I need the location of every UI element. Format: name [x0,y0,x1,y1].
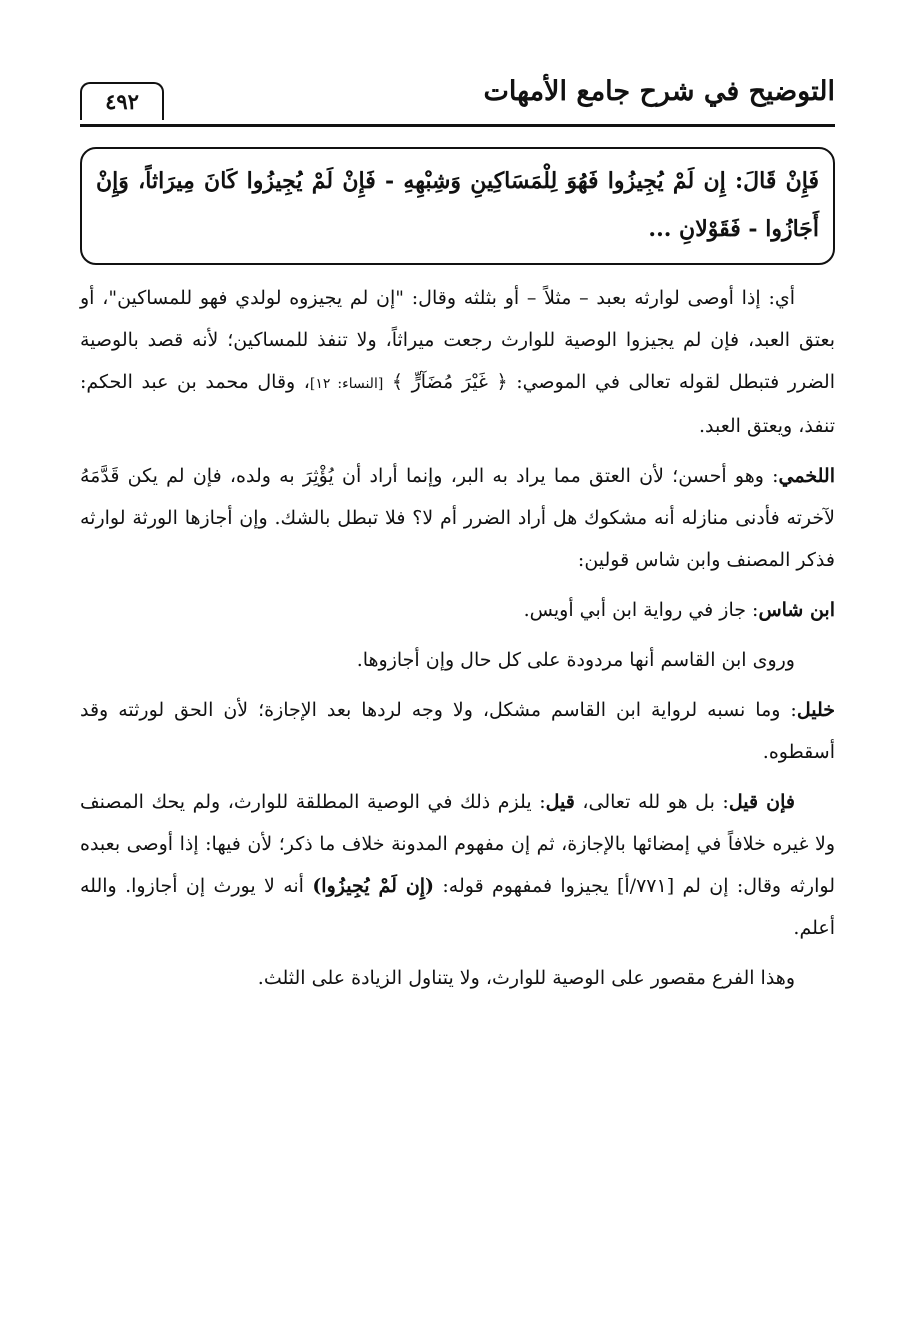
book-page [80,74,835,1007]
paragraph-3 [80,589,835,631]
paragraph-2-text: : وهو أحسن؛ لأن العتق مما يراد به البر، وإنما أراد أن يُؤْثِرَ به ولده، فإن لم يكن قَدَّمَهُ لآخرته فأدنى منازله أنه مشكوك هل أراد الضرر أم لا؟ فلا تبطل بالشك. وإن أجازها الورثة لوارثه فذكر المصنف وابن شاس قولين: [80,465,835,571]
paragraph-5 [80,689,835,773]
commentary [80,277,835,999]
speaker-ibn-shas: ابن شاس [758,599,835,621]
paragraph-6-text-3: أنه لا يورث إن أجازوا. والله أعلم. [80,875,835,939]
page-number: ٤٩٢ [80,82,164,120]
paragraph-7-text: وهذا الفرع مقصور على الوصية للوارث، ولا يتناول الزيادة على الثلث. [257,967,795,989]
paragraph-6-text-2: : يلزم ذلك في الوصية المطلقة للوارث، ولم يحك المصنف ولا غيره خلافاً في إمضائها بالإجازة، ثم إن مفهوم المدونة خلاف ما ذكر؛ لأن فيها: إذا أوصى بعبده لوارثه وقال: إن لم [٧٧١/أ] يجيزوا فمفهوم قوله: [80,791,835,897]
paragraph-1 [80,277,835,447]
paragraph-4-text: وروى ابن القاسم أنها مردودة على كل حال وإن أجازوها. [356,649,795,671]
paragraph-1-tail: ، وقال محمد بن عبد الحكم: تنفذ، ويعتق العبد. [80,371,835,437]
paragraph-6-text-1: : بل هو لله تعالى، [574,791,729,813]
paragraph-2 [80,455,835,581]
page-header [80,74,835,127]
speaker-reply: قيل [545,791,575,813]
matn-quote: (إِن لَمْ يُجِيزُوا) [312,875,435,897]
speaker-khalil: خليل [796,699,835,721]
paragraph-1-text: أي: إذا أوصى لوارثه بعبد – مثلاً – أو بثلثه وقال: "إن لم يجيزوه لولدي فهو للمساكين"، أو بعتق العبد، فإن لم يجيزوا الوصية للوارث رجعت ميراثاً، ولا تنفذ للمساكين؛ لأنه قصد بالوصية الضرر فتبطل لقوله تعالى في الموصي: ﴿ غَيْرَ مُضَآرٍّ ﴾ [80,287,835,393]
speaker-objection: فإن قيل [728,791,795,813]
paragraph-7 [80,957,835,999]
paragraph-5-text: : وما نسبه لرواية ابن القاسم مشكل، ولا وجه لردها بعد الإجازة؛ لأن الحق لورثته وقد أسقطوه. [80,699,835,763]
matn-box [80,147,835,265]
speaker-lakhmi: اللخمي [778,465,835,487]
quran-reference: [النساء: ١٢] [309,376,384,392]
paragraph-3-text: : جاز في رواية ابن أبي أويس. [523,599,759,621]
paragraph-4 [80,639,835,681]
matn-text: فَإِنْ قَالَ: إِن لَمْ يُجِيزُوا فَهُوَ لِلْمَسَاكِينِ وَشِبْهِهِ - فَإِنْ لَمْ يُجِيزُوا كَانَ مِيرَاثاً، وَإِنْ أَجَازُوا - فَقَوْلانِ ... [96,168,819,242]
running-title: التوضيح في شرح جامع الأمهات [483,76,835,107]
paragraph-6 [80,781,835,949]
